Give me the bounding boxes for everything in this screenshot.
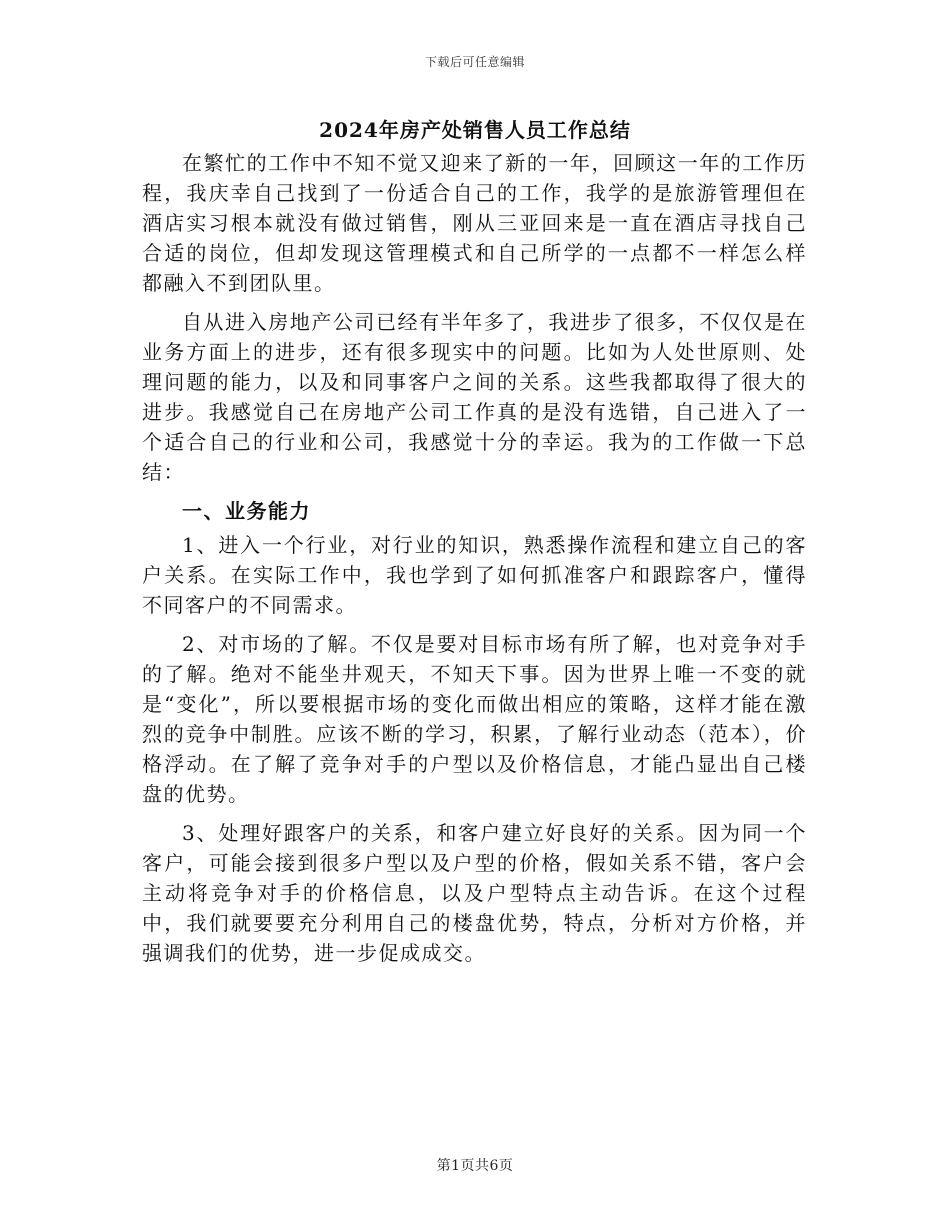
section-heading: 一、业务能力 xyxy=(182,499,311,523)
document-body xyxy=(142,148,807,977)
page-footer: 第1页共6页 xyxy=(436,1158,514,1174)
document-title: 2024年房产处销售人员工作总结 xyxy=(319,118,631,142)
section-paragraph: 3、处理好跟客户的关系，和客户建立好良好的关系。因为同一个客户，可能会接到很多户型以及户型的价格，假如关系不错，客户会主动将竞争对手的价格信息，以及户型特点主动告诉。在这个过程中，我们就要要充分利用自己的楼盘优势，特点，分析对方价格，并强调我们的优势，进一步促成成交。 xyxy=(142,821,807,965)
paragraph: 在繁忙的工作中不知不觉又迎来了新的一年，回顾这一年的工作历程，我庆幸自己找到了一份适合自己的工作，我学的是旅游管理但在酒店实习根本就没有做过销售，刚从三亚回来是一直在酒店寻找自己合适的岗位，但却发现这管理模式和自己所学的一点都不一样怎么样都融入不到团队里。 xyxy=(142,151,807,295)
paragraph: 自从进入房地产公司已经有半年多了，我进步了很多，不仅仅是在业务方面上的进步，还有很多现实中的问题。比如为人处世原则、处理问题的能力，以及和同事客户之间的关系。这些我都取得了很大的进步。我感觉自己在房地产公司工作真的是没有选错，自己进入了一个适合自己的行业和公司，我感觉十分的幸运。我为的工作做一下总结： xyxy=(142,310,807,484)
header-note: 下载后可任意编辑 xyxy=(424,55,525,69)
section-paragraph: 1、进入一个行业，对行业的知识，熟悉操作流程和建立自己的客户关系。在实际工作中，我也学到了如何抓准客户和跟踪客户，懂得不同客户的不同需求。 xyxy=(142,533,807,617)
section-paragraph: 2、对市场的了解。不仅是要对目标市场有所了解，也对竞争对手的了解。绝对不能坐井观天，不知天下事。因为世界上唯一不变的就是“变化”，所以要根据市场的变化而做出相应的策略，这样才能在激烈的竞争中制胜。应该不断的学习，积累，了解行业动态（范本），价格浮动。在了解了竞争对手的户型以及价格信息，才能凸显出自己楼盘的优势。 xyxy=(142,632,807,806)
